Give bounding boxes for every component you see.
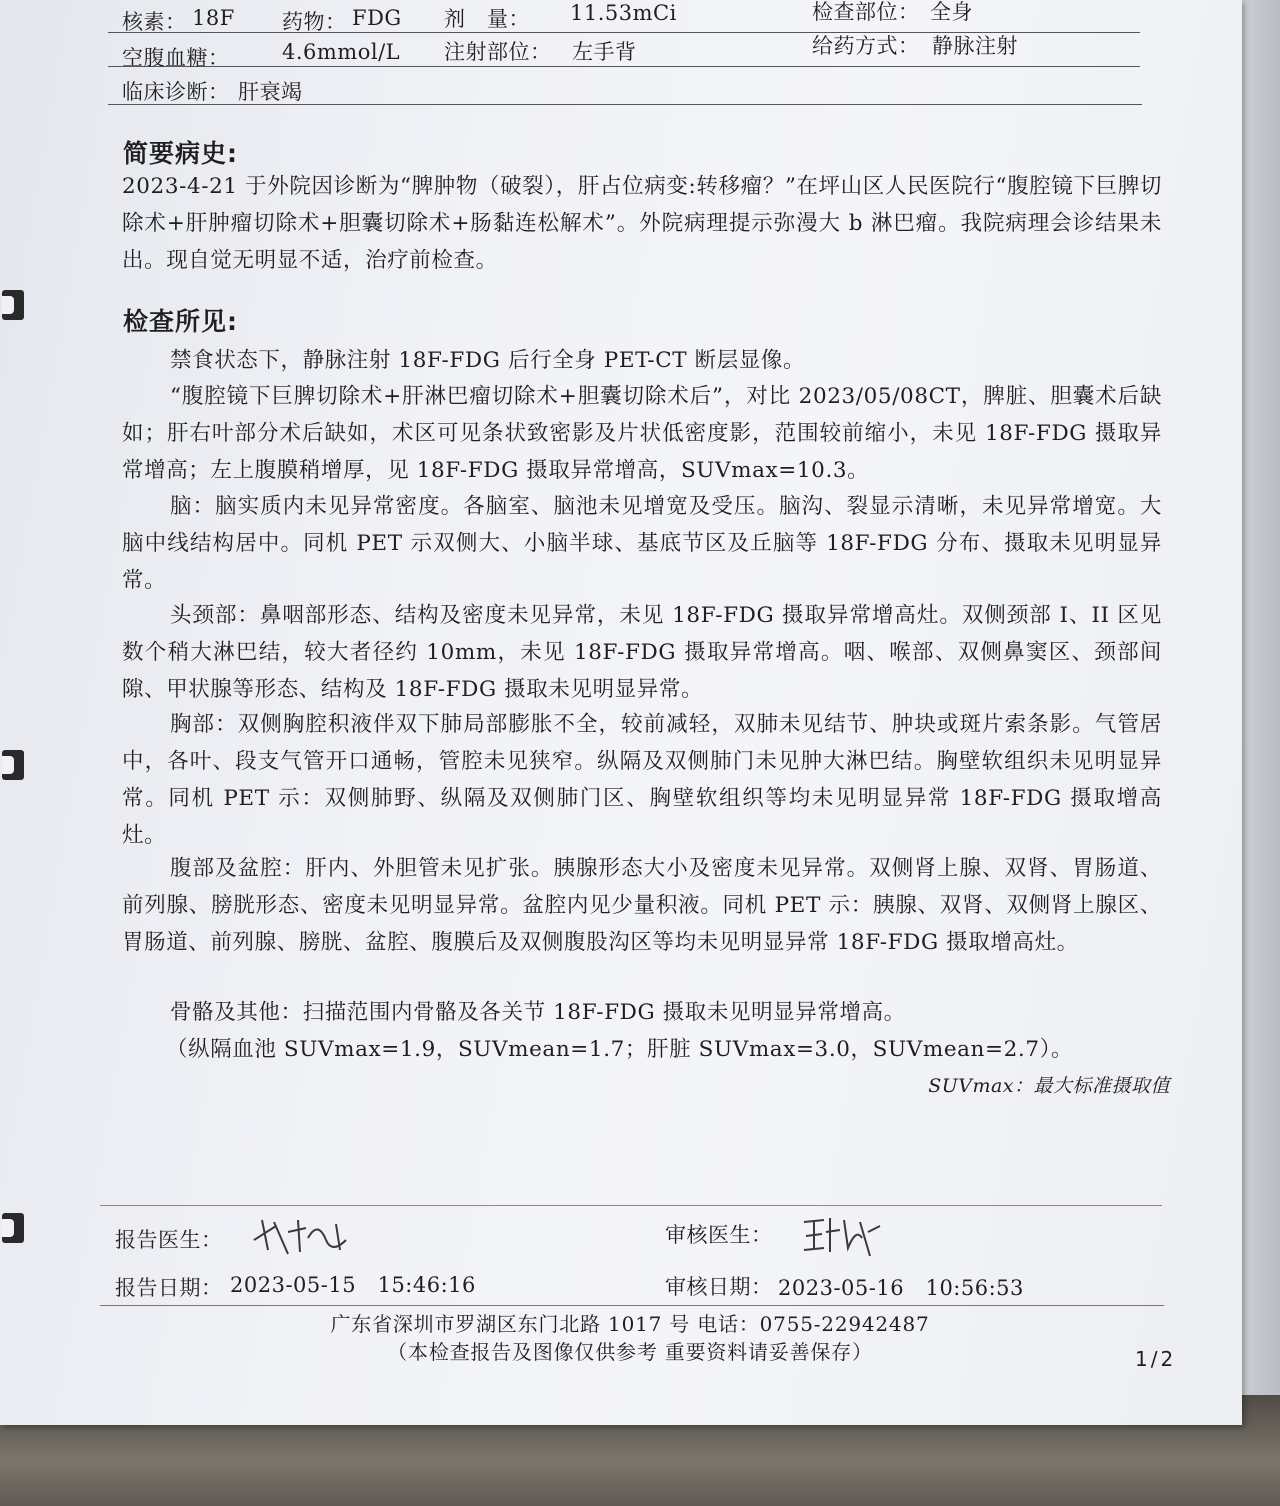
binder-hole — [2, 750, 24, 780]
report-date-label: 报告日期： — [115, 1276, 223, 1300]
findings-bone: 骨骼及其他：扫描范围内骨骼及各关节 18F-FDG 摄取未见明显异常增高。 — [170, 1000, 906, 1025]
page-number: 1/2 — [1135, 1347, 1177, 1371]
history-title: 简要病史: — [123, 139, 238, 168]
findings-head-neck: 头颈部：鼻咽部形态、结构及密度未见异常，未见 18F-FDG 摄取异常增高灶。双侧颈部 I、II 区见数个稍大淋巴结，较大者径约 10mm，未见 18F-FDG 摄取异常增高。咽、喉部、双侧鼻窦区、颈部间隙、甲状腺等形态、结构及 18F-FDG 摄取未见明显异常。 — [122, 603, 1162, 702]
route-label: 给药方式： — [812, 34, 920, 58]
review-date-value: 2023-05-16 10:56:53 — [778, 1276, 1024, 1300]
findings-title: 检查所见: — [123, 307, 238, 336]
route-value: 静脉注射 — [932, 34, 1018, 58]
footer-address: 广东省深圳市罗湖区东门北路 1017 号 电话：0755-22942487 — [330, 1312, 930, 1336]
reporter-signature — [248, 1210, 358, 1260]
glucose-value: 4.6mmol/L — [282, 40, 401, 64]
footer-disclaimer: （本检查报告及图像仅供参考 重要资料请妥善保存） — [387, 1340, 873, 1364]
diagnosis-value: 肝衰竭 — [238, 80, 303, 104]
history-text: 2023-4-21 于外院因诊断为“脾肿物（破裂），肝占位病变:转移瘤？”在坪山区人民医院行“腹腔镜下巨脾切除术+肝肿瘤切除术+胆囊切除术+肠黏连松解术”。外院病理提示弥漫大 b 淋巴瘤。我院病理会诊结果未出。现自觉无明显不适，治疗前检查。 — [122, 174, 1162, 273]
site-label: 检查部位： — [812, 0, 920, 24]
reporter-label: 报告医生： — [115, 1228, 223, 1252]
glucose-label: 空腹血糖： — [122, 46, 230, 70]
injection-site-value: 左手背 — [572, 40, 637, 64]
site-value: 全身 — [930, 0, 973, 24]
findings-brain: 脑：脑实质内未见异常密度。各脑室、脑池未见增宽及受压。脑沟、裂显示清晰，未见异常增宽。大脑中线结构居中。同机 PET 示双侧大、小脑半球、基底节区及丘脑等 18F-FDG 分布、摄取未见明显异常。 — [122, 494, 1162, 593]
findings-chest: 胸部：双侧胸腔积液伴双下肺局部膨胀不全，较前减轻，双肺未见结节、肿块或斑片索条影。气管居中，各叶、段支气管开口通畅，管腔未见狭窄。纵隔及双侧肺门未见肿大淋巴结。胸壁软组织未见明显异常。同机 PET 示：双侧肺野、纵隔及双侧肺门区、胸壁软组织等均未见明显异常 18F-FDG 摄取增高灶。 — [122, 712, 1162, 848]
nuclide-value: 18F — [192, 6, 235, 30]
review-date-label: 审核日期： — [665, 1275, 773, 1299]
report-date-value: 2023-05-15 15:46:16 — [230, 1273, 476, 1297]
findings-abdomen-pelvis: 腹部及盆腔：肝内、外胆管未见扩张。胰腺形态大小及密度未见异常。双侧肾上腺、双肾、胃肠道、前列腺、膀胱形态、密度未见明显异常。盆腔内见少量积液。同机 PET 示：胰腺、双肾、双侧肾上腺区、胃肠道、前列腺、膀胱、盆腔、腹膜后及双侧腹股沟区等均未见明显异常 18F-FDG 摄取增高灶。 — [122, 856, 1162, 955]
drug-value: FDG — [352, 6, 402, 30]
dose-label: 剂 量： — [444, 7, 530, 31]
reviewer-label: 审核医生： — [665, 1223, 773, 1247]
reviewer-signature — [800, 1208, 890, 1264]
binder-hole — [2, 290, 24, 320]
nuclide-label: 核素： — [122, 10, 187, 34]
injection-site-label: 注射部位： — [444, 40, 552, 64]
findings-intro: 禁食状态下，静脉注射 18F-FDG 后行全身 PET-CT 断层显像。 — [170, 348, 806, 373]
findings-suv-reference: （纵隔血池 SUVmax=1.9，SUVmean=1.7；肝脏 SUVmax=3.0，SUVmean=2.7）。 — [166, 1037, 1074, 1062]
header-rule — [108, 66, 1140, 67]
findings-surgery: “腹腔镜下巨脾切除术+肝淋巴瘤切除术+胆囊切除术后”，对比 2023/05/08CT，脾脏、胆囊术后缺如；肝右叶部分术后缺如，术区可见条状致密影及片状低密度影，范围较前缩小，未见 18F-FDG 摄取异常增高；左上腹膜稍增厚，见 18F-FDG 摄取异常增高，SUVmax=10.3。 — [122, 384, 1162, 483]
dose-value: 11.53mCi — [570, 1, 677, 25]
footer-rule — [100, 1305, 1164, 1306]
binder-hole — [2, 1213, 24, 1243]
suvmax-note: SUVmax：最大标准摄取值 — [928, 1075, 1170, 1097]
diagnosis-label: 临床诊断： — [122, 80, 230, 104]
signoff-rule — [100, 1205, 1162, 1206]
drug-label: 药物： — [282, 10, 347, 34]
